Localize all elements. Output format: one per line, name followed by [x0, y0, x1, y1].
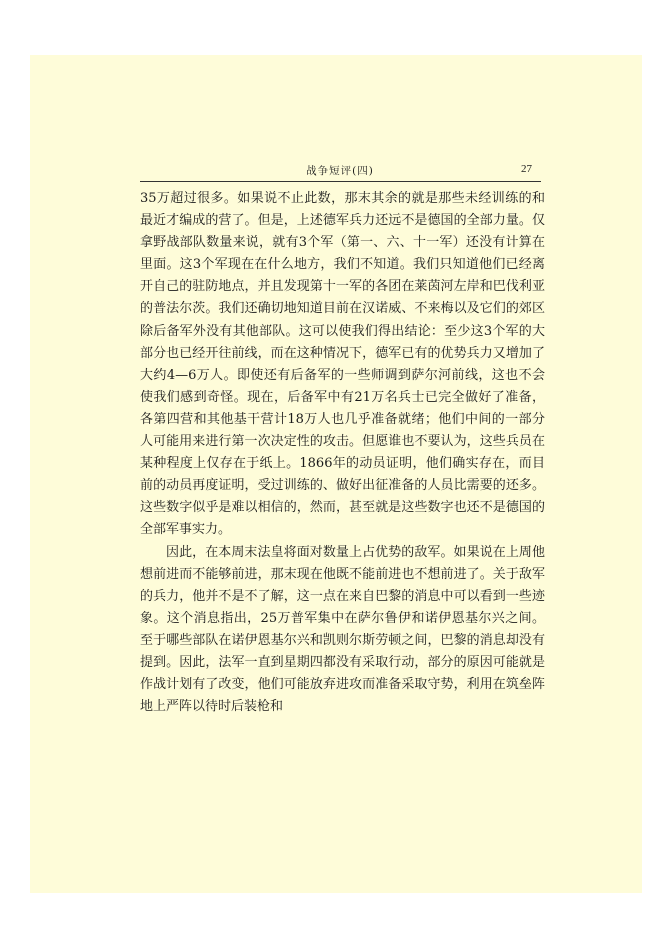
running-header [140, 163, 540, 181]
page-number: 27 [521, 163, 532, 175]
paragraph: 因此，在本周末法皇将面对数量上占优势的敌军。如果说在上周他想前进而不能够前进，那末现在他既不能前进也不想前进了。关于敌军的兵力，他并不是不了解，这一点在来自巴黎的消息中可以看到一些迹象。这个消息指出，25万普军集中在萨尔鲁伊和诺伊恩基尔兴之间。至于哪些部队在诺伊恩基尔兴和凯则尔斯劳顿之间，巴黎的消息却没有提到。因此，法军一直到星期四都没有采取行动，部分的原因可能就是作战计划有了改变，他们可能放弃进攻而准备采取守势，利用在筑垒阵地上严阵以待时后装枪和 [140, 544, 545, 715]
paragraph: 35万超过很多。如果说不止此数，那末其余的就是那些未经训练的和最近才编成的营了。但是，上述德军兵力还远不是德国的全部力量。仅拿野战部队数量来说，就有3个军（第一、六、十一军）还没有计算在里面。这3个军现在在什么地方，我们不知道。我们只知道他们已经离开自己的驻防地点，并且发现第十一军的各团在莱茵河左岸和巴伐利亚的普法尔茨。我们还确切地知道目前在汉诺威、不来梅以及它们的郊区除后备军外没有其他部队。这可以使我们得出结论：至少这3个军的大部分也已经开往前线，而在这种情况下，德军已有的优势兵力又增加了大约4—6万人。即使还有后备军的一些师调到萨尔河前线，这也不会使我们感到奇怪。现在，后备军中有21万名兵士已完全做好了准备，各第四营和其他基干营计18万人也几乎准备就绪；他们中间的一部分人可能用来进行第一次决定性的攻击。但愿谁也不要认为，这些兵员在某种程度上仅存在于纸上。1866年的动员证明，他们确实存在，而目前的动员再度证明，受过训练的、做好出征准备的人员比需要的还多。这些数字似乎是难以相信的，然而，甚至就是这些数字也还不是德国的全部军事实力。 [140, 191, 545, 538]
running-title: 战争短评(四) [306, 165, 374, 177]
header-rule [140, 181, 541, 182]
body-text [140, 188, 545, 718]
